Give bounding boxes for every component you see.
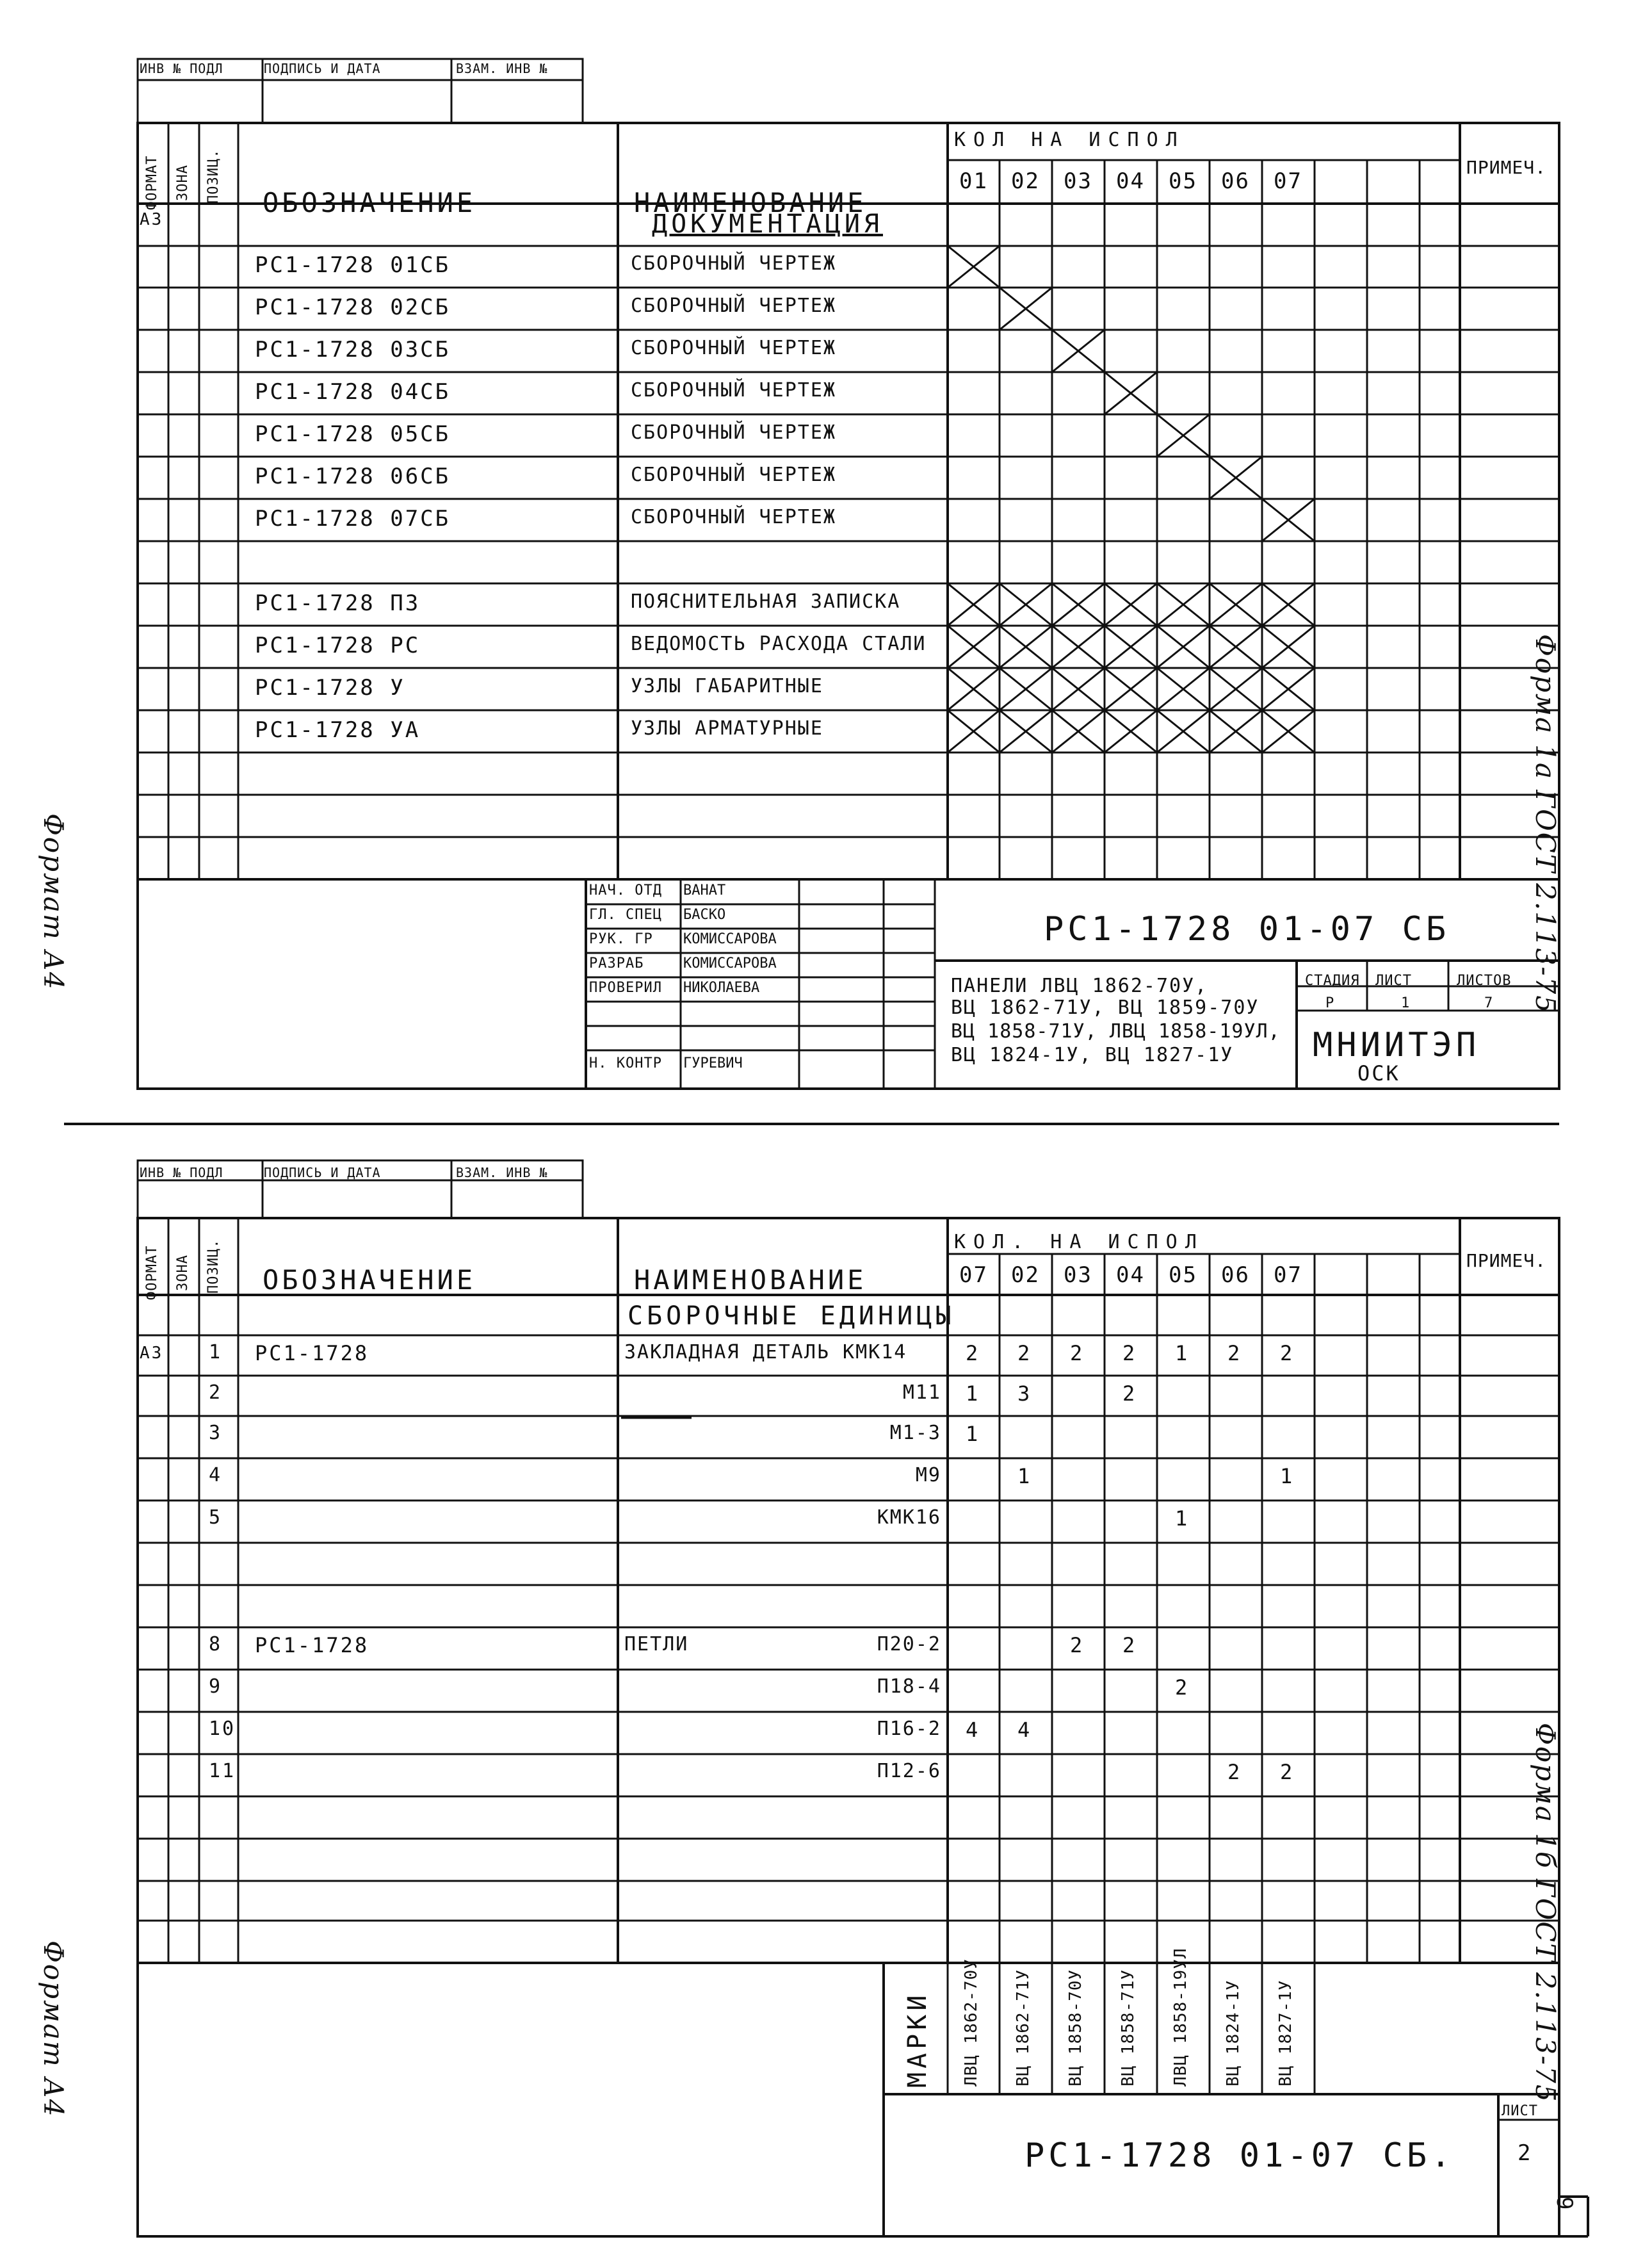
row-mark: М11: [902, 1381, 941, 1404]
signature-role: ПРОВЕРИЛ: [589, 980, 662, 996]
org-name: МНИИТЭП: [1313, 1026, 1480, 1064]
variant-col-3: 03: [1064, 1262, 1092, 1288]
qty-cell: 2: [1070, 1341, 1085, 1365]
row-designation: РС1-1728 РС: [255, 633, 421, 658]
row-designation: РС1-1728 УА: [255, 717, 421, 743]
row-mark: П18-4: [877, 1675, 941, 1698]
row-name: УЗЛЫ АРМАТУРНЫЕ: [631, 717, 823, 740]
stage-value: Р: [1325, 995, 1335, 1011]
qty-cell: 1: [1175, 1506, 1190, 1531]
mark-label: ВЦ 1858-70У: [1066, 1969, 1085, 2086]
row-position: 3: [209, 1422, 223, 1444]
variant-col-5: 05: [1169, 168, 1197, 194]
stage-label: СТАДИЯ: [1305, 973, 1360, 989]
row-name: СБОРОЧНЫЙ ЧЕРТЕЖ: [631, 379, 836, 402]
mark-label: ВЦ 1827-1У: [1276, 1980, 1295, 2086]
row-name: ПЕТЛИ: [624, 1633, 689, 1655]
row-position: 5: [209, 1506, 223, 1529]
row-mark: КМК16: [877, 1506, 941, 1529]
format-a3-2: А3: [140, 1344, 164, 1363]
side-format-label: Формат А4: [38, 813, 69, 991]
row-designation: РС1-1728 07СБ: [255, 506, 451, 532]
qty-cell: 2: [1280, 1341, 1295, 1365]
header-format: ФОРМАТ: [144, 155, 160, 210]
row-designation: РС1-1728 03СБ: [255, 337, 451, 362]
side-form-label-2: Форма 1б ГОСТ 2.113-75: [1530, 1723, 1561, 2103]
header-designation: ОБОЗНАЧЕНИЕ: [263, 187, 476, 218]
stamp-inv-label: ИНВ № ПОДЛ: [140, 61, 223, 76]
header-qty-2: КОЛ. НА ИСПОЛ: [954, 1231, 1204, 1253]
header-note: ПРИМЕЧ.: [1466, 157, 1547, 178]
mark-label: ВЦ 1824-1У: [1224, 1980, 1243, 2086]
row-position: 2: [209, 1381, 223, 1404]
qty-cell: 2: [1175, 1675, 1190, 1700]
title-line-1: ПАНЕЛИ ЛВЦ 1862-70У,: [951, 975, 1208, 997]
qty-cell: 2: [1070, 1633, 1085, 1657]
title-line-2: ВЦ 1862-71У, ВЦ 1859-70У: [951, 996, 1259, 1019]
stamp-replace-label: ВЗАМ. ИНВ №: [456, 61, 548, 76]
row-name: СБОРОЧНЫЙ ЧЕРТЕЖ: [631, 252, 836, 275]
row-position: 11: [209, 1760, 236, 1782]
row-position: 8: [209, 1633, 223, 1655]
marks-label: МАРКИ: [903, 1991, 932, 2088]
row-designation: РС1-1728 04СБ: [255, 379, 451, 405]
signature-role: Н. КОНТР: [589, 1055, 662, 1071]
variant-col-3: 03: [1064, 168, 1092, 194]
row-mark: М1-3: [889, 1422, 941, 1444]
qty-cell: 3: [1017, 1381, 1032, 1406]
header-name-2: НАИМЕНОВАНИЕ: [634, 1264, 867, 1296]
row-position: 4: [209, 1464, 223, 1486]
row-designation: РС1-1728 ПЗ: [255, 590, 421, 616]
row-name: СБОРОЧНЫЙ ЧЕРТЕЖ: [631, 464, 836, 486]
row-name: УЗЛЫ ГАБАРИТНЫЕ: [631, 675, 823, 697]
sheet-label: ЛИСТ: [1375, 973, 1412, 989]
doc-code-2: РС1-1728 01-07 СБ.: [1024, 2136, 1455, 2175]
signature-person: БАСКО: [683, 907, 726, 923]
qty-cell: 4: [1017, 1718, 1032, 1742]
signature-person: НИКОЛАЕВА: [683, 980, 760, 996]
qty-cell: 2: [1122, 1633, 1137, 1657]
row-designation: РС1-1728 05СБ: [255, 421, 451, 447]
title-line-4: ВЦ 1824-1У, ВЦ 1827-1У: [951, 1044, 1234, 1066]
variant-col-2: 02: [1011, 168, 1040, 194]
variant-col-6: 06: [1221, 168, 1250, 194]
qty-cell: 2: [1017, 1341, 1032, 1365]
variant-col-5: 05: [1169, 1262, 1197, 1288]
sheets-value: 7: [1484, 995, 1494, 1011]
qty-cell: 1: [966, 1422, 980, 1446]
side-format-label-2: Формат А4: [38, 1940, 69, 2118]
stamp-sign-label-2: ПОДПИСЬ И ДАТА: [264, 1165, 381, 1180]
header-pos: ПОЗИЦ.: [206, 149, 222, 204]
header-format-2: ФОРМАТ: [144, 1245, 160, 1300]
header-zone-2: ЗОНА: [175, 1255, 191, 1291]
sheet-value-2: 2: [1518, 2140, 1533, 2166]
qty-cell: 2: [1122, 1381, 1137, 1406]
qty-cell: 2: [1280, 1760, 1295, 1784]
row-mark: П16-2: [877, 1718, 941, 1740]
mark-label: ЛВЦ 1862-70У: [962, 1958, 981, 2086]
qty-cell: 4: [966, 1718, 980, 1742]
signature-role: РАЗРАБ: [589, 956, 644, 972]
mark-label: ВЦ 1862-71У: [1014, 1969, 1033, 2086]
qty-cell: 1: [1017, 1464, 1032, 1488]
stamp-replace-label-2: ВЗАМ. ИНВ №: [456, 1165, 548, 1180]
signature-role: ГЛ. СПЕЦ: [589, 907, 662, 923]
stamp-inv-label-2: ИНВ № ПОДЛ: [140, 1165, 223, 1180]
stamp-sign-label: ПОДПИСЬ И ДАТА: [264, 61, 381, 76]
variant-col-2: 02: [1011, 1262, 1040, 1288]
doc-code: РС1-1728 01-07 СБ: [1044, 910, 1450, 948]
header-name: НАИМЕНОВАНИЕ: [634, 187, 867, 218]
sheet-value: 1: [1401, 995, 1411, 1011]
mark-label: ЛВЦ 1858-19УЛ: [1171, 1948, 1190, 2086]
mark-label: ВЦ 1858-71У: [1119, 1969, 1138, 2086]
signature-person: КОМИССАРОВА: [683, 956, 777, 972]
variant-col-1: 01: [959, 168, 988, 194]
qty-cell: 1: [1280, 1464, 1295, 1488]
row-name: ВЕДОМОСТЬ РАСХОДА СТАЛИ: [631, 633, 927, 655]
qty-cell: 2: [966, 1341, 980, 1365]
title-line-3: ВЦ 1858-71У, ЛВЦ 1858-19УЛ,: [951, 1020, 1281, 1043]
signature-role: НАЧ. ОТД: [589, 882, 662, 899]
signature-person: КОМИССАРОВА: [683, 931, 777, 947]
qty-cell: 2: [1227, 1760, 1242, 1784]
header-designation-2: ОБОЗНАЧЕНИЕ: [263, 1264, 476, 1296]
header-pos-2: ПОЗИЦ.: [206, 1239, 222, 1294]
qty-cell: 2: [1227, 1341, 1242, 1365]
page-number: 9: [1551, 2197, 1577, 2212]
row-name: ПОЯСНИТЕЛЬНАЯ ЗАПИСКА: [631, 590, 901, 613]
row-designation: РС1-1728 06СБ: [255, 464, 451, 489]
variant-col-7: 07: [1274, 168, 1302, 194]
section-assembly-units: СБОРОЧНЫЕ ЕДИНИЦЫ: [628, 1301, 955, 1331]
qty-cell: 1: [966, 1381, 980, 1406]
row-name: СБОРОЧНЫЙ ЧЕРТЕЖ: [631, 295, 836, 317]
row-position: 9: [209, 1675, 223, 1698]
variant-col-1: 07: [959, 1262, 988, 1288]
row-designation: РС1-1728: [255, 1633, 369, 1657]
row-name: СБОРОЧНЫЙ ЧЕРТЕЖ: [631, 506, 836, 528]
side-form-label: Форма 1а ГОСТ 2.113-75: [1530, 634, 1561, 1014]
header-qty: КОЛ НА ИСПОЛ: [954, 129, 1185, 151]
sheets-label: ЛИСТОВ: [1457, 973, 1512, 989]
row-mark: П12-6: [877, 1760, 941, 1782]
header-zone: ЗОНА: [175, 165, 191, 201]
qty-cell: 2: [1122, 1341, 1137, 1365]
row-designation: РС1-1728: [255, 1341, 369, 1365]
signature-person: ВАНАТ: [683, 882, 726, 899]
header-note-2: ПРИМЕЧ.: [1466, 1250, 1547, 1271]
variant-col-7: 07: [1274, 1262, 1302, 1288]
row-position: 1: [209, 1341, 223, 1363]
row-name: СБОРОЧНЫЙ ЧЕРТЕЖ: [631, 337, 836, 359]
row-designation: РС1-1728 01СБ: [255, 252, 451, 278]
row-name: ЗАКЛАДНАЯ ДЕТАЛЬ КМК14: [624, 1341, 907, 1363]
variant-col-6: 06: [1221, 1262, 1250, 1288]
org-sub: ОСК: [1357, 1061, 1400, 1086]
qty-cell: 1: [1175, 1341, 1190, 1365]
row-mark: М9: [915, 1464, 941, 1486]
signature-person: ГУРЕВИЧ: [683, 1055, 743, 1071]
format-a3: А3: [140, 210, 164, 229]
section-documentation: ДОКУМЕНТАЦИЯ: [652, 209, 883, 239]
variant-col-4: 04: [1116, 1262, 1145, 1288]
row-designation: РС1-1728 02СБ: [255, 295, 451, 320]
row-position: 10: [209, 1718, 236, 1740]
row-designation: РС1-1728 У: [255, 675, 405, 701]
signature-role: РУК. ГР: [589, 931, 653, 947]
row-name: СБОРОЧНЫЙ ЧЕРТЕЖ: [631, 421, 836, 444]
row-mark: П20-2: [877, 1633, 941, 1655]
sheet-label-2: ЛИСТ: [1502, 2103, 1538, 2119]
variant-col-4: 04: [1116, 168, 1145, 194]
